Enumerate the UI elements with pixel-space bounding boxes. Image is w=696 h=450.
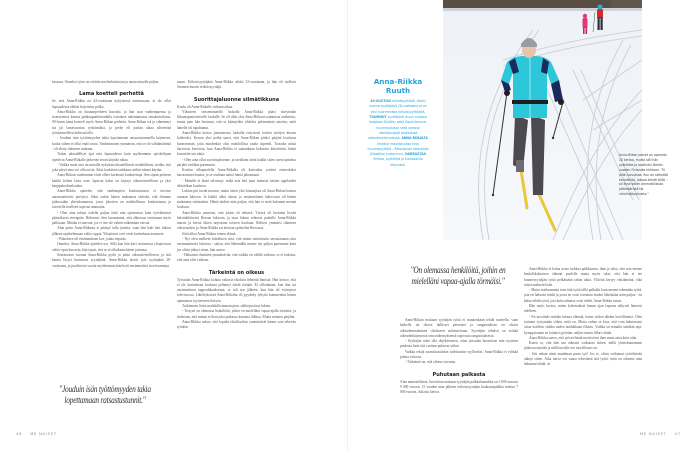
paragraph: Alun perin Anna-Riikasta ei pitänyt tulla juristia, vaan hän haki heti lukion jälkeen opiskelemaan valtio-oppia. Yliopiston ovet eivät kuitenkaan auenneet. [52,226,171,236]
section-heading: Tärkeintä on oikeus [208,269,265,276]
end-mark-icon: ⊙ [547,362,551,367]
paragraph: - Olen aina ollut suorittajaluonne, ja tavallaan tämä kaikki sitten asetti paineita pärjätä vieläkin paremmin. [177,157,296,167]
section-heading: Suorittajaluonne silmätikkuna [193,96,280,103]
paragraph: Anna-Riikka sanoo, että työssä häntä motivoivat ihan muut asiat kuin raha. [529,335,637,340]
paragraph: Koulun ulkopuolella Anna-Riikalla oli kuitenkin ystäviä esimerkiksi harrastusten kautta, ja se osaltaan auttoi häntä jaksamaan. [177,168,296,178]
left-page-column-1 [52,80,171,269]
publication-name: ME NAISET [30,432,57,436]
paragraph: Hän myös kertoo, miten kokemukset laman ajan lapsena näkyvät hänessä edelleen. [524,304,642,314]
right-page-column-2 [524,267,642,368]
paragraph: Vaikka tekijä tuomittaisiinkin todettaisiin syylliseksi, Anna-Riikka ei ryhkää puhua voitosta. [400,349,518,360]
paragraph: Anna-Riikka kertoo joutuneensa luokalla erityisesti toisten tyttöjen kiusan kohteeksi. Kerran yksi poika sanoi, että Anna-Riikan pitäisi pärjätä koulussa huonommin, jotta muidenkin olisi mahdollista saada stipendi. Toisadta niistä harvoista kerroista, kun Anna-Riikka ei saanutkaan kokeesta kiitettävää, häntä kiusattiin sen takia. [177,131,296,157]
paragraph: - Olen aina tehnyt todella paljon töitä niin opinnoissa kuin työelämässä päästäkseni eteenpäin. Hoksensi olen huomannut, että ahkeruus toiminaan myös palkitaan. Mitään ei saavuta, jos ei itse ole valmis näkemään vaivaa. [52,210,171,226]
paragraph: - Jouduin isän työttömyyden takia lopettamaan ratsastustunneilla käymisen, koska siihen ei ollut enää varaa. Vanhemmiten ymmärsin, että se oli välttämätöntä - oli eletty tilanteen mukaan. [52,136,171,151]
right-page-column-1 [400,318,518,396]
paragraph: - Päätoksee oli ensimmäinen kos, jonka nepatin. [57,237,127,242]
paragraph: - En tavoittele mitään hienoa elämää, kuten viiden tähden hotellilomia. Olen tottunut tyytymään siihen, mitä on. Mutta onhan se kiva, että voin halutessani ostaa itselleni vaikka uuden laadukkaan fillarin. Vaikka on minulla siinäkin raja: kymppitonnia en laittaisi pyörään, neljän tonnin fillari riittää. [524,314,642,335]
paragraph: - Tietysti on olemassa henkilöitä, joihin en mielelläni vapaa-ajalla törmäisi, ja tiedostan, että minun ei ihan joka paikassa kannata liikkua. Mutta muuten pärjään. [177,309,296,319]
left-page-column-2 [177,80,296,330]
section-heading: Lama koetteli perhettä [79,91,144,98]
paragraph: Anna-Riikan mukaan syyttäjän työtä ei muutenkaan tehdä tunteella, vaan kaikelle on oltava laillisset perusteet ja rangaistuksen on oltava oikeudenmukainen rikokseen suhteutettuna. Syyttäjän tehtävä on esittää oikeudenkäynnissä oma näkemyksensä sopivasta rangaistuksesta. [400,318,518,338]
paragraph: Anna-Riikka uskoo, että lopulta rikollisetkin ymmärtävät hänen vain tekevän työtään. [177,319,296,330]
paragraph: Yläasteen seitsemännellä luokalla Anna-Riikka pääsi siirtymään liikuntapainotteiselle luokalle. Se oli ollut yksi Anna-Riikan isoimmista unelmista, mutta pian hän huomasi, että se kääntyikin yhdeksi pahimmista asioista, mitä hänelle oli tapahtunut. [177,109,296,130]
paragraph: - Tärkeintä on, että oikeus toteutuu. [405,360,457,365]
paragraph: Onneksi, Anna-Riikka ajattelee nyt. Sillä kun hän kävi avoimessa yliopistossa valtio-opin kursseja, hän tajusi, että se ei ollutkaan hänen juttunsa. [52,242,171,252]
pull-quote: "Jouduin isän työttömyyden takia lopettamaan ratsastustunnit." [59,385,151,406]
bio-text: 44-VUOTIAS erikoissyyttäjä. Aloitti uransa syyttäjänä 28-vuotiaana ja on yksi nuorimmista erikoissyyttäjistä. TOIMINUT syyttäjänä muun muassa laajoissa Sikiötie- sekä Sipuli-kanava-huumejutuissa sekä useissa rikollisjengejä koskevissa oikeudenkäynneissä. ANNA-RIIKALTA ilmestyi maaliskuussa kirja Huumesyyttäjä – Rikossarjan toteuttaja (Deadline kustannus). HARRASTAA hiihtoa, pyöräilyä ja kuntosalilla käymistä. [367,99,429,167]
paragraph: - Minulle ei ikinä selvinnyt, mikä asia teki juuri minusta toisten oppilaiden silmätikun koulussa. [177,178,296,189]
paragraph: - Haluaisin ihmisten ymmärtävän, että vaikka on välillä vaikeaa, se ei tarkoita, että aina olisi vaikeaa. [177,252,296,263]
page-folio-left [16,432,57,436]
page-folio-right [640,432,681,436]
paragraph: Tiukat taloudelliset ajat niin lapsuudessa kuin myöhemmin opiskelijana opettivat Anna-Riikalle järkevän tavan käyttää rahaa. [52,152,171,162]
paragraph: Anna-Riikka ei halua avata tarkkaa palkkaansa, ihan jo siksi, että asia menee henkilökohtaisen elämän puolelle mutta myös siksi, että hän ei tee huumesyyttäjän työtä pelkästään rahan takia. Ylitöitä kertyy väistämättä, eikä niistä makseta lisää. [524,267,642,287]
paragraph: Alan ammattiliiton, Juristiiton mukaan syyttäjän palkkahaarukka on 3 000 eurosta 9 000 euroon. 15 vuoden uran jälkeen erikoissyyttäjän kuukausipalkka asettuu 7 000 euroon, Juliaisu kertoo. [400,379,518,395]
paragraph: Seuraavana vuonna Anna-Riikka pyrki ja pääsi oikeustieteelliseen, ja sitä kautta löytyi kutsumus syyttäjänä. Anna-Riikka aloitti työt syyttäjänä 28-vuotiaana, ja puolitoista vuotta myöhemmin hän hoiti ensimmäistä isoa huumejut [52,252,171,268]
pull-quote: "On olemassa henkilöitä, joihin en mielelläni vapaa-ajalla törmäisi." [410,266,506,287]
paragraph: - Siis onhan tämä maailman paras työ! Jos ei, olisin vaihtanut työtehtävää aikoja sitten. Aika harva voi sanoa tekevänsä sitä työtä, mitä on oikeasti aina halunnut tehdä. ⊙ [524,351,642,367]
paragraph: Koulu oli Anna-Riikalle vaikeaa aikaa. [177,104,233,109]
page-number: 46 [16,432,23,436]
paragraph: Lukion piti tuoda muutos, mutta sitten yksi kiusaajista oli Anna-Riikan kanssa samaan lukioon. Ja kaikki alkoi alusta, jo ensimmäinen lukiovuosi oli hänen mukaansa sietämätön. Häntä ahdisti niin paljon, että hän ei enää halunnut mennä kouluun. [177,189,296,210]
page-number: 47 [674,432,681,436]
paragraph: Anna-Riikka ymmärsi, että jotain oli tehtävä. Ystävä oli kertonut hyvää helsinkiläisestä Ressun lukiosta, ja tuon lukion rehtorin puheille Anna-Riikka marssi ja kertoi itkien tarjestaan toiseen kouluun. Rehtori ymmärsi tilanteen vakavuuden, ja Anna-Riikka sai aloittaa opiskelun Ressussa. [177,210,296,231]
paragraph: Anna-Riikan vanhemmat eivät olleet korkeasti koulutettuja. Sen sijaan perheen kaikki kolme lasta ovat: lapsista kaksi on käynyt oikeustieteellisen ja yksi kauppakorkeakoulun. [52,173,171,189]
paragraph: Kuten se, että hän saa oikeasti vaikuttaa siihen, millä yhteiskuntamme jatkossa näyttää ja millä tavalla sen turvallisuus on. [524,341,642,351]
publication-name: ME NAISET [640,432,667,436]
paragraph: Tutkinnasti lisäsi mahdollisimman pian, sähköpostissa lukien. [182,303,272,308]
paragraph: - Nyt olen melkein kiitollinen siitä, että minut oministutin savustamaan ulos ensimmäisestä lukiosta - sakon, että lähtemällä menee nyt paljon paremmin kuin jos olisin jäänyt sinne, hän sanoo. [177,237,296,252]
skier-illustration [443,0,642,240]
paragraph: - Syyttäjän tulee olla objektiivinen, ottaa työssään huomioon niin syytteen puolesta kuin sitä vastaan puhuvat seikat. [400,339,518,349]
bio-box [366,78,430,168]
section-heading: Puhutaan palkasta [432,371,486,378]
paragraph: Anna-Riikka on duunariperheen kasvatti, ja hän asui vanhempiensa ja sisarustensa kanssa pääkaupunkiseudulla isoisänsä rakentamassa omakotitalossa. 90-luvun lama koetteli myös Anna-Riikan perhettä. Anna-Riikan isä jo ednenneyt isä jäi lamavuosina työttömäksi, ja perhe eli jonkin aikaa sihteerinä työskennelleen äidin tuloilla. [52,109,171,136]
paragraph: - Mutta mieluummin teen tätä työtä tällä palkalla kuin menen tekemään työtä, jota en haluaisi tehdä ja jossa en voisi toteuttaa itseäni läheskään näin paljoa - en halua tehdä työtä, jota kuka tahansa voisi tehdä, Anna-Riikka sanoo. [524,288,642,303]
paragraph: - Vaikka moni asia on minulle nykyään taloudellisesti mahdollinen, tiedän, että joka päivä aina voi olla toisin. Siksi harkitsen tarkkaan, mihin rahani käytän. [52,162,171,173]
right-page [348,0,696,450]
paragraph: Siitä alkoi Anna-Riikan toinen elämä. [182,231,237,236]
skiing-photo [443,0,642,240]
paragraph: Työssään Anna-Riikka kohtaa vakavia rikoksia tehneitä ihmisiä. Hän kertoo, että ei ole kuitenkaan koskaan pelännyt tehdä töitään. Ei silloinkaan, kun hän sai ensimmäisen tappouhkauksensa: se tuli sen jälkeen, kun hän oli esiintynyt televisiossa. Läheltyksessä Anna-Riikalta oli pyydetty lyhyttä kommenttia hänen ajamaansa syytteeseen liittyen. [177,277,296,303]
paragraph: Anna-Riikka ajattelee, että vanhempien koulutustason ei tarvitse automaattisesti periytyä. Siksi onkin hänen mukaansa tärkeää, että elämme jatkossakin yhteiskunnassa, jossa jokaisen on mahdollisuus kouluttautua ja tavoitella itselleen sopivaa ammattia. [52,189,171,210]
paragraph: tuaan. Erikoissyyttäjänä Anna-Riikka aloitti 32-vuotiaana, ja hän oli tuolloin Suomen nuorin erikoissyyttäjä. [177,80,296,90]
photo-caption: Anna-Riikan polvet on operoitu 10 kertaa, mutta silti hän pyöräilee ja osallistui tämän vuoden Finlandia-hiihtoon. "Ei pidä luovuttaa. Kun on selkeätä tavoitteita, jaksaa tehdä töitä – oli kyse sitten ammatillisista päämääristä tai urheilukilpailuista." [619,153,668,197]
bio-name: Anna-Riikka Ruuth [373,77,423,95]
paragraph: Se, että Anna-Riikka on 44-vuotiaana nykyisessä asemassaan, ei ole ollut lapsuudessa tähtiin kirjoitettu polku. [52,99,171,109]
paragraph: kasassa. Onneksi työni on erittäin mielenkiintoista ja antaa minulle paljon. [52,80,160,84]
